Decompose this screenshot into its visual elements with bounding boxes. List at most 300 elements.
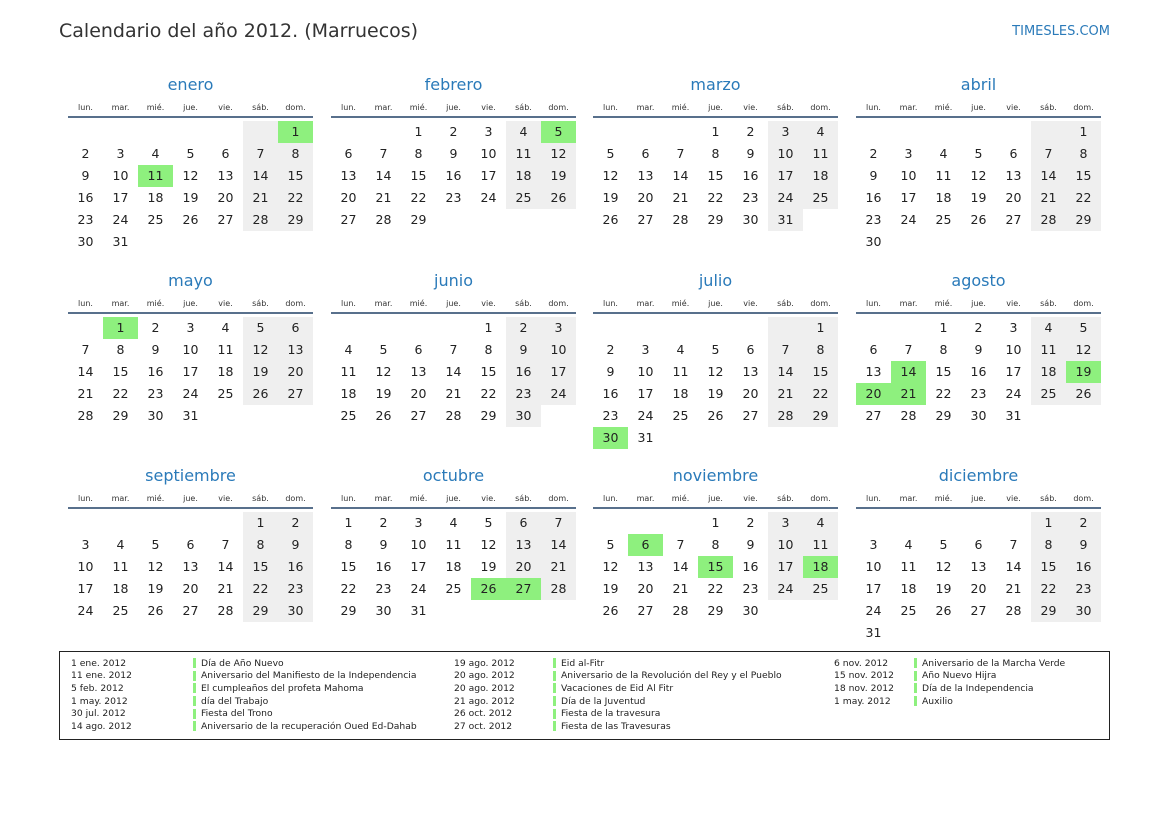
day-cell: 6 <box>1009 146 1018 161</box>
day-cell: 7 <box>768 339 803 361</box>
day-cell: 7 <box>1009 537 1018 552</box>
day-cell: 29 <box>243 600 278 622</box>
day-cell: 5 <box>484 515 493 530</box>
day-cell: 26 <box>182 212 199 227</box>
empty-day-cell <box>891 121 926 143</box>
day-cell: 26 <box>541 187 576 209</box>
day-cell: 12 <box>243 339 278 361</box>
empty-day-cell <box>856 121 891 143</box>
day-cell: 1 <box>1066 121 1101 143</box>
day-cell: 28 <box>243 209 278 231</box>
day-cell: 24 <box>541 383 576 405</box>
holiday-name: Aniversario de la recuperación Oued Ed-Dahab <box>201 720 417 732</box>
day-cell: 24 <box>1005 386 1022 401</box>
weekday-label: dom. <box>1073 494 1094 503</box>
day-cell: 15 <box>803 361 838 383</box>
day-cell: 13 <box>278 339 313 361</box>
week-row <box>68 339 313 361</box>
holiday-marker <box>914 671 917 681</box>
weekday-label: jue. <box>183 103 198 112</box>
day-cell: 2 <box>746 515 755 530</box>
holiday-marker <box>193 658 196 668</box>
day-cell: 4 <box>803 121 838 143</box>
holiday-day-cell: 6 <box>628 534 663 556</box>
empty-day-cell <box>1031 231 1066 253</box>
holiday-row <box>834 657 1065 670</box>
day-cell: 19 <box>147 581 164 596</box>
weekday-label: mié. <box>671 299 690 308</box>
holiday-name: Día de Año Nuevo <box>201 657 284 669</box>
holiday-day-cell: 20 <box>856 383 891 405</box>
week-row <box>593 512 838 534</box>
day-cell: 25 <box>935 212 952 227</box>
weekday-label: jue. <box>971 494 986 503</box>
empty-day-cell <box>541 405 576 427</box>
week-row <box>593 187 838 209</box>
weekday-label: dom. <box>548 494 569 503</box>
week-row <box>68 231 313 253</box>
day-cell: 30 <box>506 405 541 427</box>
day-cell: 17 <box>865 581 882 596</box>
day-cell: 15 <box>480 364 497 379</box>
empty-day-cell <box>173 121 208 143</box>
day-cell: 12 <box>147 559 164 574</box>
day-cell: 27 <box>742 408 759 423</box>
holiday-day-cell: 1 <box>103 317 138 339</box>
day-cell: 9 <box>278 534 313 556</box>
empty-day-cell <box>208 121 243 143</box>
day-cell: 1 <box>484 320 493 335</box>
month-octubre <box>331 465 576 622</box>
weekday-label: mar. <box>374 299 393 308</box>
day-cell: 20 <box>637 190 654 205</box>
day-cell: 14 <box>77 364 94 379</box>
month-name: mayo <box>168 271 213 290</box>
day-cell: 28 <box>541 578 576 600</box>
empty-day-cell <box>436 600 471 622</box>
holiday-column-1 <box>71 657 417 733</box>
week-row <box>593 600 838 622</box>
weekday-label: sáb. <box>252 299 269 308</box>
holiday-name: Eid al-Fitr <box>561 657 605 669</box>
month-name: junio <box>434 271 473 290</box>
holiday-row <box>71 695 417 708</box>
week-row <box>593 339 838 361</box>
week-row <box>856 556 1101 578</box>
weekday-label: dom. <box>810 494 831 503</box>
day-cell: 23 <box>742 190 759 205</box>
week-row <box>593 165 838 187</box>
holiday-day-cell: 18 <box>803 556 838 578</box>
week-row <box>331 361 576 383</box>
day-cell: 11 <box>112 559 129 574</box>
month-julio <box>593 270 838 449</box>
weekday-label: vie. <box>743 494 758 503</box>
empty-day-cell <box>366 121 401 143</box>
holiday-column-3 <box>834 657 1065 707</box>
day-cell: 16 <box>375 559 392 574</box>
day-cell: 24 <box>182 386 199 401</box>
weekday-label: mié. <box>146 494 165 503</box>
day-cell: 10 <box>410 537 427 552</box>
day-cell: 20 <box>278 361 313 383</box>
day-cell: 26 <box>147 603 164 618</box>
holiday-name: Día de la Independencia <box>922 682 1034 694</box>
weekday-label: vie. <box>1006 494 1021 503</box>
day-cell: 12 <box>182 168 199 183</box>
day-cell: 4 <box>904 537 913 552</box>
empty-day-cell <box>278 405 313 427</box>
day-cell: 29 <box>112 408 129 423</box>
day-cell: 19 <box>480 559 497 574</box>
day-cell: 30 <box>742 603 759 618</box>
weekday-label: mar. <box>111 299 130 308</box>
month-mayo <box>68 270 313 427</box>
day-cell: 10 <box>637 364 654 379</box>
weekday-label: mar. <box>899 299 918 308</box>
day-cell: 14 <box>445 364 462 379</box>
day-cell: 24 <box>768 578 803 600</box>
day-cell: 11 <box>506 143 541 165</box>
empty-day-cell <box>698 317 733 339</box>
day-cell: 23 <box>77 212 94 227</box>
day-cell: 20 <box>217 190 234 205</box>
day-cell: 19 <box>602 190 619 205</box>
day-cell: 27 <box>865 408 882 423</box>
holiday-date: 1 may. 2012 <box>834 695 891 707</box>
day-cell: 29 <box>278 209 313 231</box>
empty-day-cell <box>663 427 698 449</box>
weekday-label: jue. <box>446 103 461 112</box>
weekday-label: jue. <box>971 103 986 112</box>
holiday-name: Aniversario de la Marcha Verde <box>922 657 1066 669</box>
weekday-label: sáb. <box>1040 103 1057 112</box>
day-cell: 31 <box>1005 408 1022 423</box>
weekday-header <box>331 295 576 314</box>
weekday-header <box>856 99 1101 118</box>
week-row <box>593 383 838 405</box>
empty-day-cell <box>593 512 628 534</box>
day-cell: 29 <box>1031 600 1066 622</box>
day-cell: 5 <box>606 146 615 161</box>
empty-day-cell <box>401 317 436 339</box>
week-row <box>593 534 838 556</box>
weekday-header <box>68 295 313 314</box>
day-cell: 5 <box>606 537 615 552</box>
weekday-label: mié. <box>409 299 428 308</box>
holiday-row <box>71 682 417 695</box>
day-cell: 18 <box>672 386 689 401</box>
empty-day-cell <box>278 231 313 253</box>
day-cell: 14 <box>672 168 689 183</box>
day-cell: 20 <box>970 581 987 596</box>
week-row <box>856 143 1101 165</box>
day-cell: 10 <box>182 342 199 357</box>
weekday-label: vie. <box>218 299 233 308</box>
day-cell: 11 <box>935 168 952 183</box>
day-cell: 27 <box>410 408 427 423</box>
day-cell: 7 <box>221 537 230 552</box>
empty-day-cell <box>436 317 471 339</box>
week-row <box>593 427 838 449</box>
day-cell: 3 <box>186 320 195 335</box>
week-row <box>856 622 1101 644</box>
weekday-header <box>593 99 838 118</box>
day-cell: 29 <box>935 408 952 423</box>
week-row <box>593 143 838 165</box>
weekday-header <box>68 99 313 118</box>
day-cell: 21 <box>375 190 392 205</box>
empty-day-cell <box>996 231 1031 253</box>
day-cell: 30 <box>375 603 392 618</box>
empty-day-cell <box>628 317 663 339</box>
day-cell: 30 <box>865 234 882 249</box>
weekday-label: vie. <box>218 103 233 112</box>
weekday-label: vie. <box>481 299 496 308</box>
day-cell: 9 <box>379 537 388 552</box>
weekday-label: lun. <box>866 494 881 503</box>
day-cell: 9 <box>746 537 755 552</box>
day-cell: 17 <box>900 190 917 205</box>
weekday-label: lun. <box>341 494 356 503</box>
holiday-marker <box>193 671 196 681</box>
weekday-label: dom. <box>285 299 306 308</box>
week-row <box>856 361 1101 383</box>
day-cell: 15 <box>112 364 129 379</box>
empty-day-cell <box>891 231 926 253</box>
day-cell: 6 <box>221 146 230 161</box>
day-cell: 12 <box>480 537 497 552</box>
day-cell: 2 <box>974 320 983 335</box>
week-row <box>856 405 1101 427</box>
holiday-row <box>71 657 417 670</box>
week-row <box>331 187 576 209</box>
day-cell: 22 <box>707 190 724 205</box>
day-cell: 30 <box>147 408 164 423</box>
day-cell: 18 <box>217 364 234 379</box>
day-cell: 26 <box>707 408 724 423</box>
day-cell: 24 <box>77 603 94 618</box>
holiday-date: 19 ago. 2012 <box>454 657 515 669</box>
day-cell: 11 <box>217 342 234 357</box>
weekday-label: lun. <box>866 103 881 112</box>
day-cell: 5 <box>243 317 278 339</box>
day-cell: 21 <box>1005 581 1022 596</box>
month-abril <box>856 74 1101 253</box>
day-cell: 18 <box>112 581 129 596</box>
month-marzo <box>593 74 838 231</box>
day-cell: 26 <box>602 212 619 227</box>
empty-day-cell <box>733 317 768 339</box>
day-cell: 16 <box>865 190 882 205</box>
week-row <box>68 143 313 165</box>
holiday-marker <box>193 683 196 693</box>
empty-day-cell <box>663 512 698 534</box>
day-cell: 21 <box>672 190 689 205</box>
day-cell: 14 <box>541 534 576 556</box>
empty-day-cell <box>471 600 506 622</box>
empty-day-cell <box>103 512 138 534</box>
empty-day-cell <box>803 209 838 231</box>
day-cell: 6 <box>414 342 423 357</box>
day-cell: 13 <box>637 168 654 183</box>
empty-day-cell <box>138 512 173 534</box>
day-cell: 16 <box>742 559 759 574</box>
day-cell: 23 <box>1066 578 1101 600</box>
day-cell: 2 <box>151 320 160 335</box>
day-cell: 29 <box>1066 209 1101 231</box>
day-cell: 26 <box>1066 383 1101 405</box>
day-cell: 25 <box>803 578 838 600</box>
day-cell: 30 <box>742 212 759 227</box>
holiday-date: 27 oct. 2012 <box>454 720 513 732</box>
week-row <box>593 361 838 383</box>
day-cell: 19 <box>602 581 619 596</box>
empty-day-cell <box>768 427 803 449</box>
weekday-label: jue. <box>708 494 723 503</box>
day-cell: 7 <box>449 342 458 357</box>
empty-day-cell <box>1031 121 1066 143</box>
empty-day-cell <box>1066 405 1101 427</box>
weekday-label: mar. <box>111 103 130 112</box>
weekday-label: dom. <box>285 494 306 503</box>
empty-day-cell <box>331 317 366 339</box>
day-cell: 8 <box>711 146 720 161</box>
week-row <box>856 209 1101 231</box>
day-cell: 18 <box>900 581 917 596</box>
day-cell: 9 <box>974 342 983 357</box>
day-cell: 17 <box>541 361 576 383</box>
day-cell: 20 <box>637 581 654 596</box>
day-cell: 18 <box>803 165 838 187</box>
week-row <box>856 339 1101 361</box>
weekday-label: vie. <box>743 103 758 112</box>
month-junio <box>331 270 576 427</box>
brand-link[interactable]: TIMESLES.COM <box>1012 24 1110 39</box>
day-cell: 21 <box>1031 187 1066 209</box>
empty-day-cell <box>926 121 961 143</box>
weekday-label: jue. <box>446 494 461 503</box>
weekday-label: mar. <box>111 494 130 503</box>
day-cell: 16 <box>1066 556 1101 578</box>
day-cell: 8 <box>414 146 423 161</box>
week-row <box>331 383 576 405</box>
weekday-label: dom. <box>1073 299 1094 308</box>
day-cell: 3 <box>641 342 650 357</box>
empty-day-cell <box>208 512 243 534</box>
day-cell: 31 <box>112 234 129 249</box>
day-cell: 8 <box>484 342 493 357</box>
day-cell: 19 <box>935 581 952 596</box>
day-cell: 18 <box>1031 361 1066 383</box>
empty-day-cell <box>1066 231 1101 253</box>
empty-day-cell <box>436 209 471 231</box>
day-cell: 11 <box>900 559 917 574</box>
weekday-label: jue. <box>446 299 461 308</box>
empty-day-cell <box>243 231 278 253</box>
day-cell: 2 <box>81 146 90 161</box>
day-cell: 31 <box>768 209 803 231</box>
day-cell: 21 <box>768 383 803 405</box>
day-cell: 13 <box>217 168 234 183</box>
day-cell: 8 <box>344 537 353 552</box>
empty-day-cell <box>506 600 541 622</box>
day-cell: 22 <box>480 386 497 401</box>
empty-day-cell <box>628 121 663 143</box>
month-agosto <box>856 270 1101 427</box>
holiday-name: Vacaciones de Eid Al Fitr <box>561 682 674 694</box>
week-row <box>856 600 1101 622</box>
week-row <box>856 512 1101 534</box>
day-cell: 18 <box>935 190 952 205</box>
week-row <box>331 165 576 187</box>
day-cell: 7 <box>81 342 90 357</box>
day-cell: 7 <box>1031 143 1066 165</box>
empty-day-cell <box>366 317 401 339</box>
day-cell: 3 <box>768 121 803 143</box>
weekday-label: dom. <box>548 103 569 112</box>
empty-day-cell <box>926 622 961 644</box>
weekday-header <box>68 490 313 509</box>
day-cell: 22 <box>935 386 952 401</box>
day-cell: 13 <box>340 168 357 183</box>
weekday-header <box>331 99 576 118</box>
day-cell: 16 <box>278 556 313 578</box>
week-row <box>331 405 576 427</box>
day-cell: 27 <box>217 212 234 227</box>
day-cell: 13 <box>637 559 654 574</box>
week-row <box>593 578 838 600</box>
day-cell: 15 <box>707 168 724 183</box>
day-cell: 10 <box>480 146 497 161</box>
day-cell: 14 <box>768 361 803 383</box>
day-cell: 3 <box>541 317 576 339</box>
day-cell: 17 <box>637 386 654 401</box>
week-row <box>593 556 838 578</box>
day-cell: 26 <box>375 408 392 423</box>
day-cell: 23 <box>147 386 164 401</box>
holiday-row <box>71 720 417 733</box>
empty-day-cell <box>803 427 838 449</box>
day-cell: 5 <box>151 537 160 552</box>
holiday-date: 18 nov. 2012 <box>834 682 895 694</box>
day-cell: 9 <box>449 146 458 161</box>
day-cell: 9 <box>506 339 541 361</box>
day-cell: 24 <box>637 408 654 423</box>
day-cell: 17 <box>480 168 497 183</box>
empty-day-cell <box>803 600 838 622</box>
day-cell: 13 <box>1005 168 1022 183</box>
empty-day-cell <box>103 121 138 143</box>
day-cell: 21 <box>217 581 234 596</box>
holiday-list <box>59 651 1110 740</box>
day-cell: 6 <box>641 146 650 161</box>
day-cell: 27 <box>182 603 199 618</box>
day-cell: 18 <box>506 165 541 187</box>
empty-day-cell <box>243 405 278 427</box>
day-cell: 5 <box>1066 317 1101 339</box>
weekday-label: lun. <box>866 299 881 308</box>
empty-day-cell <box>173 231 208 253</box>
day-cell: 25 <box>672 408 689 423</box>
week-row <box>331 317 576 339</box>
holiday-date: 1 ene. 2012 <box>71 657 127 669</box>
weekday-label: mié. <box>671 103 690 112</box>
day-cell: 22 <box>340 581 357 596</box>
weekday-label: lun. <box>341 299 356 308</box>
holiday-date: 6 nov. 2012 <box>834 657 889 669</box>
day-cell: 22 <box>112 386 129 401</box>
